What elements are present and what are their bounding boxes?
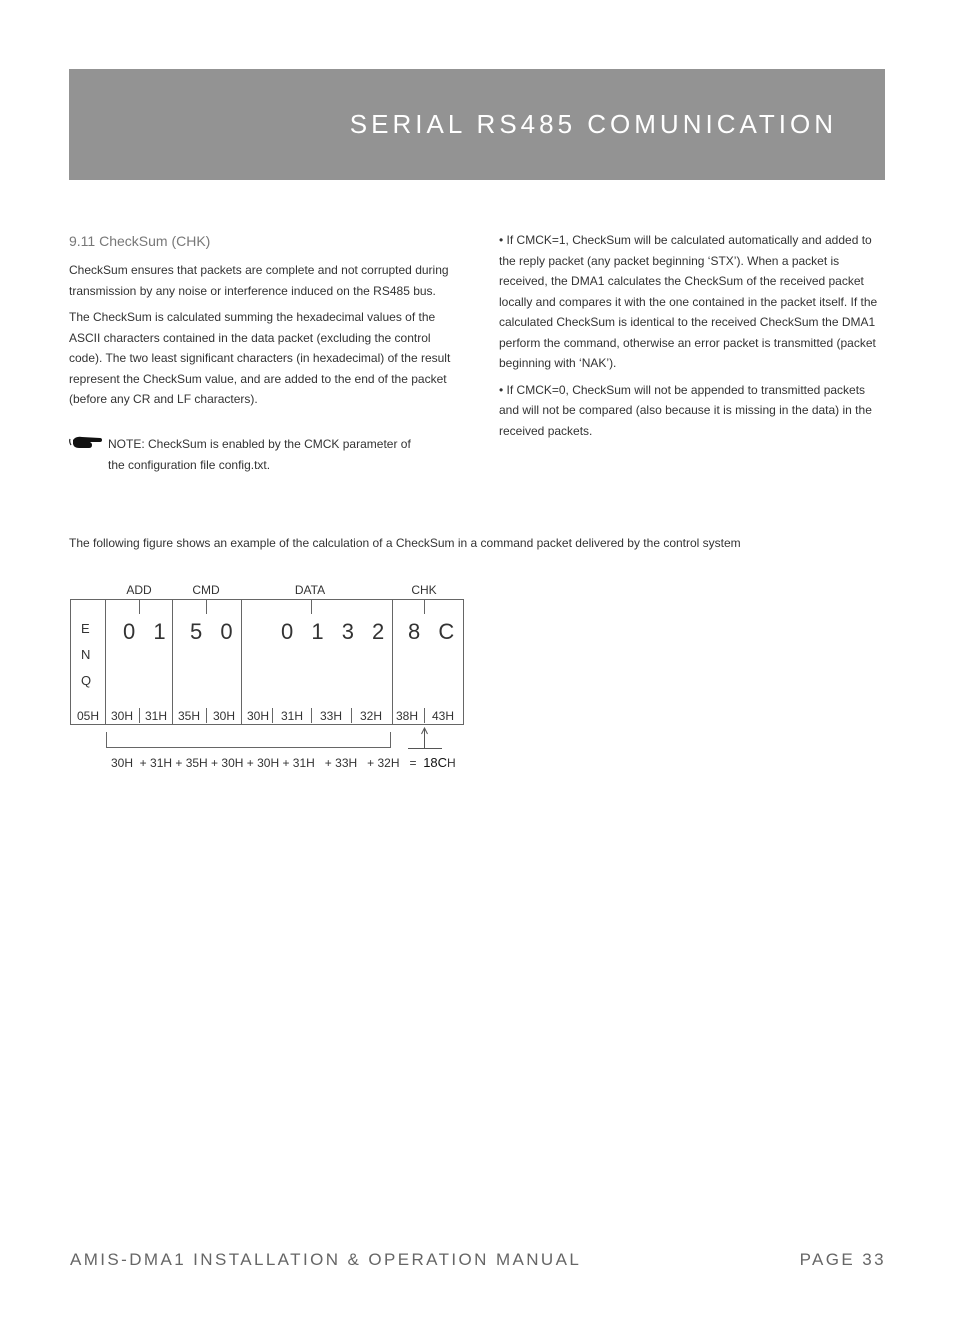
- label-data: DATA: [294, 583, 326, 597]
- bullet-cmck-0: • If CMCK=0, CheckSum will not be appended to transmitted packets and will not be compared (also because it is missing in the data) in the received packets.: [499, 382, 872, 438]
- hex-value: 31H: [144, 709, 168, 723]
- hex-sep: [206, 708, 207, 723]
- hex-sep: [311, 708, 312, 723]
- figure-intro: The following figure shows an example of the calculation of a CheckSum in a command packet delivered by the control system: [69, 536, 741, 550]
- sum-result: 18C: [423, 755, 448, 770]
- packet-frame: [70, 599, 464, 725]
- enq-letter-n: N: [81, 647, 91, 662]
- value-add: 0 1: [123, 619, 172, 644]
- paragraph-checksum-purpose: CheckSum ensures that packets are complete and not corrupted during transmission by any noise or interference induced on the RS485 bus.: [69, 263, 449, 298]
- enq-letter-e: E: [81, 621, 90, 636]
- footer-page-number: PAGE 33: [799, 1250, 886, 1269]
- label-add: ADD: [126, 583, 152, 597]
- divider-enq: [105, 599, 106, 725]
- divider-add: [172, 599, 173, 725]
- value-chk: 8 C: [408, 619, 461, 644]
- divider-cmd: [241, 599, 242, 725]
- hex-value: 35H: [177, 709, 201, 723]
- pointing-hand-icon: [69, 434, 103, 452]
- hex-sep: [272, 708, 273, 723]
- hex-value: 30H: [212, 709, 236, 723]
- hex-value: 32H: [359, 709, 383, 723]
- hex-value: 43H: [431, 709, 455, 723]
- arrow-up-icon: [406, 726, 444, 750]
- section-heading: 9.11 CheckSum (CHK): [69, 233, 211, 249]
- header-band: [69, 69, 885, 180]
- divider-data: [392, 599, 393, 725]
- label-chk: CHK: [411, 583, 437, 597]
- sum-bracket-bottom: [106, 747, 391, 748]
- sum-bracket-right: [390, 732, 391, 747]
- note-text: NOTE: CheckSum is enabled by the CMCK parameter of the configuration file config.txt.: [108, 437, 411, 472]
- hex-value: 05H: [76, 709, 100, 723]
- sum-bracket-left: [106, 732, 107, 747]
- hex-value: 31H: [280, 709, 304, 723]
- hex-sep: [424, 708, 425, 723]
- hex-value: 38H: [395, 709, 419, 723]
- enq-letter-q: Q: [81, 673, 92, 688]
- sum-expression: 30H + 31H + 35H + 30H + 30H + 31H + 33H + 32H =: [111, 756, 424, 770]
- hex-sep: [351, 708, 352, 723]
- checksum-sum-line: [111, 755, 456, 770]
- hex-value: 33H: [319, 709, 343, 723]
- right-column: [499, 230, 879, 447]
- footer-manual-title: AMIS-DMA1 INSTALLATION & OPERATION MANUAL: [70, 1250, 582, 1269]
- page-title: SERIAL RS485 COMUNICATION: [349, 109, 837, 139]
- left-column: [69, 230, 461, 416]
- hex-value: 30H: [110, 709, 134, 723]
- value-data: 0 1 3 2: [281, 619, 391, 644]
- sum-suffix: H: [447, 756, 456, 770]
- bullet-cmck-1: • If CMCK=1, CheckSum will be calculated automatically and added to the reply packet (any packet beginning ‘STX’). When a packet is received, the DMA1 calculates the CheckSum of the received packet locally and compares it with the one contained in the packet itself. If the calculated CheckSum is identical to the received CheckSum the DMA1 perform the command, otherwise an error packet is transmitted (packet beginning with ‘NAK’).: [499, 233, 878, 370]
- hex-value: 30H: [246, 709, 270, 723]
- label-cmd: CMD: [192, 583, 220, 597]
- paragraph-checksum-calculation: The CheckSum is calculated summing the hexadecimal values of the ASCII characters contained in the data packet (excluding the control code). The two least significant characters (in hexadecimal) of the result represent the CheckSum value, and are added to the end of the packet (before any CR and LF characters).: [69, 310, 451, 406]
- hex-sep: [139, 708, 140, 723]
- value-cmd: 5 0: [190, 619, 239, 644]
